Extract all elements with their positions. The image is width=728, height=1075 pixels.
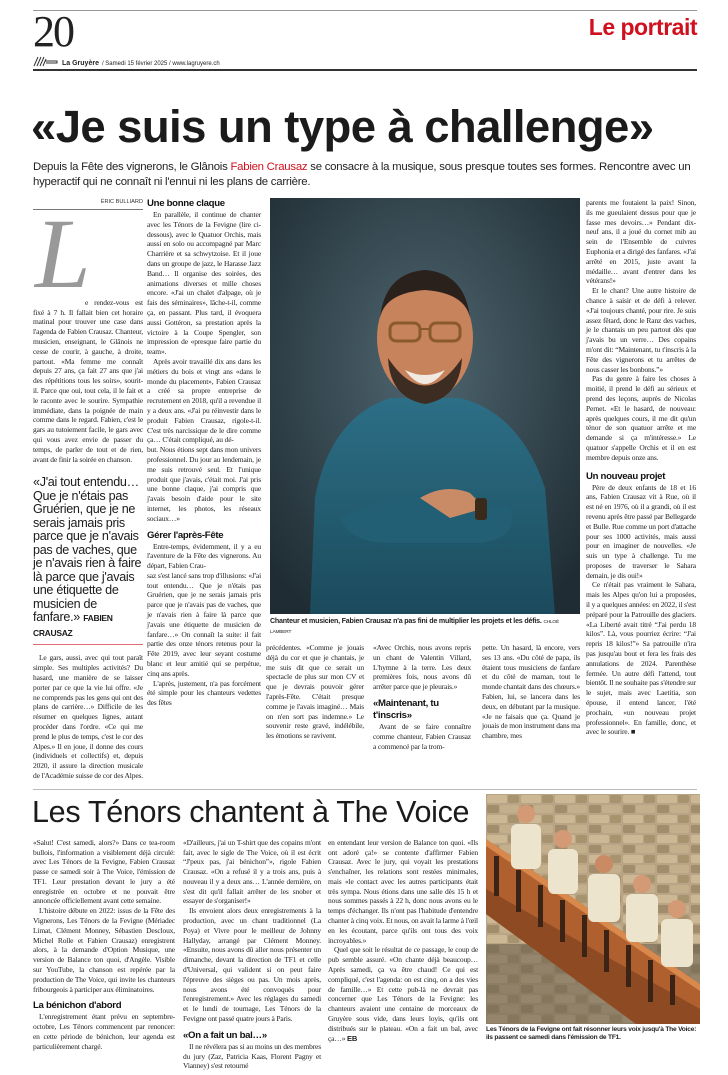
paragraph: Entre-temps, évidemment, il y a eu l'aventure de la Fête des vignerons. Au départ, Fabien Crau- bbox=[147, 541, 261, 571]
quote-line: étiquette de musicien bbox=[33, 583, 119, 611]
subhead: La bénichon d'abord bbox=[33, 1000, 122, 1012]
subhead: Gérer l'après-Fête bbox=[147, 529, 224, 541]
sidebar-title: Les Ténors chantent à The Voice bbox=[32, 794, 470, 829]
signature: EB bbox=[347, 1033, 358, 1043]
paragraph: «Avec Orchis, nous avons repris un chant de Valentin Villard, L'hymne à la terre. Les deux premières fois, nous avons dû arrêter parce que je pleurais.» bbox=[373, 643, 471, 692]
headline: «Je suis un type à challenge» bbox=[31, 101, 654, 152]
under-photo-column-a bbox=[266, 643, 364, 751]
paragraph: Après avoir travaillé dix ans dans les métiers du bois et vingt ans «dans le monde du placement», Fabien Crausaz a créé sa propre entreprise de recrutement en 2018, qu'il a revendue il y a deux ans. «J'ai pu réinvestir dans le produit Fabien Crausaz, rigole-t-il. C'est très narcissique de le dire comme ça… C'était compliqué, au dé- bbox=[147, 356, 261, 445]
paragraph: Pas du genre à faire les choses à moitié, il prend le défi au sérieux et prend des leçons, auprès de Nicolas Pernet. «Et le hasard, de nouveau: après quelques cours, il me dit qu'un ténor de son quatuor arrête et me demande si ça m'intéresse.» Le quatuor s'appelle Orchis et il en est membre depuis onze ans. bbox=[586, 374, 696, 462]
section-rubric: Le portrait bbox=[588, 14, 697, 40]
paragraph: Ils envoient alors deux enregistrements à la production, avec un chant traditionnel (La Poya) et Vivre pour le meilleur de Johnny Hallyday, arrangé par Clément Monney. «Ensuite, nous avons dû aller nous présenter un dimanche, devant la direction de TF1 et celle d'Universal, qui valident si on peut faire l'épreuve des sièges ou pas. Un mois après, nous avons été convoqués pour l'enregistrement.» Avec les réglages du samedi et le lundi de tournage, Les Ténors de la Fevigne ont passé quatre jours à Paris. bbox=[183, 906, 321, 1024]
paragraph: e rendez-vous est fixé à 7 h. Il fallait bien cet horaire matinal pour trouver une case dans l'agenda de Fabien Crausaz. Chanteur, musicien, enseignant, le Glânois ne cesse de courir, à gauche, à droite, partout. «Ma femme me connaît depuis 27 ans, ça fait 27 ans que j'ai des répétitions tous les soirs», sourit-il. Parce que oui, tout cela, il le fait et le raconte avec le sourire. Sympathie immédiate, dans la poignée de main comme dans le regard. Fabien, c'est le gars au tutoiement facile, le gars avec qui vous avez envie de passer du temps, de parler de tout et de rien, avant de finir la soirée en chanson. bbox=[33, 297, 143, 464]
main-article-body bbox=[0, 198, 728, 781]
paragraph: pette. Un hasard, là encore, vers ses 13 ans. «Du côté de papa, ils étaient tous musiciens de fanfare et du côté de maman, tout le monde chantait dans des chœurs.» Fabien, lui, se lancera dans les deux, en débutant par la musique. «Je ne faisais que ça. Quand je jouais de mon instrument dans ma chambre, mes bbox=[482, 643, 580, 741]
paper-name: La Gruyère bbox=[62, 60, 99, 67]
quote-line-text: de fanfare.» bbox=[33, 596, 97, 625]
newspaper-logo-icon bbox=[33, 56, 59, 67]
paragraph: Le gars, aussi, avec qui tout paraît simple. Ses multiples activités? Du hasard, une manière de se laisser porter par ce que la vie lui offre. «Je ne comprends pas les gens qui ont des plans de carrière…» Difficile de les résumer en quelques lignes, autant procéder dans l'ordre. «Ce qui me prend le plus de temps, c'est le cor des Alpes.» Il en joue, il donne des cours (individuels et collectifs) et, depuis 2020, il assure la direction musicale de l'Académie suisse de cor des Alpes. bbox=[33, 653, 143, 780]
deck-text: se consacre à la musique, sous presque toutes ses formes. Rencontre avec un hyperactif qui ne connaît ni l'ennui ni les plans de carrière. bbox=[33, 161, 691, 188]
paragraph: saz s'est lancé sans trop d'illusions: «J'ai tout entendu… Que je n'étais pas Gruérien, que je ne serais jamais pris parce que je n'avais pas de vaches, que je n'avais rien à faire là parce que j'avais une étiquette de musicien de fanfare…» On connaît la suite: il fait partie des onze ténors retenus pour la Fête 2019, avec leur seyant costume blanc et leur amitié qui se perpétue, cinq ans après. bbox=[147, 570, 261, 678]
column-1 bbox=[33, 198, 143, 781]
under-photo-column-c bbox=[482, 643, 580, 751]
column-2 bbox=[147, 198, 261, 708]
tenors-photo-block bbox=[486, 794, 700, 1043]
photo-credit: CHLOÉ LAMBERT bbox=[270, 620, 559, 635]
quote-line: je n'avais pas de vaches, bbox=[33, 529, 139, 557]
sidebar-column-3 bbox=[328, 838, 478, 1044]
pull-quote bbox=[33, 476, 143, 640]
paragraph: L'enregistrement étant prévu en septembre-octobre, Les Ténors commencent par renoncer: en cette période de bénichon, leur agenda est particulièrement chargé. bbox=[33, 1012, 175, 1051]
paragraph: L'histoire débute en 2022: issus de la Fête des Vignerons, Les Ténors de la Fevigne (Mériadec Limat, Clément Monney, Sébastien Descloux, Michel Rolle et Fabien Crausaz) enregistrent alors, à la demande d'Option Musique, une version de Balance ton quoi, d'Angèle. Visible sur YouTube, la chanson est repérée par la production de The Voice, qui invite les chanteurs fribourgeois à participer aux éliminatoires. bbox=[33, 906, 175, 994]
dateline: / Samedi 15 février 2025 / www.lagruyere.ch bbox=[101, 61, 220, 67]
quote-line: jamais pris parce que bbox=[33, 515, 125, 544]
deck-text: Depuis la Fête des vignerons, le Glânois bbox=[33, 161, 231, 173]
page-header bbox=[0, 0, 728, 198]
paragraph: Avant de se faire connaître comme chanteur, Fabien Crausaz a commencé par la trom- bbox=[373, 721, 471, 751]
portrait-photo bbox=[270, 198, 580, 614]
paragraph: précédentes. «Comme je jouais déjà du cor et que je chantais, je me suis dit que ce serait un spectacle de plus sur mon CV et que je devrais pouvoir gérer l'après-Fête. C'était presque comme je l'avais imaginé… Mais on n'en sort pas indemne.» Le souvenir reste gravé, indélébile, les émotions se ravivent. bbox=[266, 643, 364, 741]
subhead: «On a fait un bal…» bbox=[183, 1029, 267, 1041]
quote-line: Que je n'étais pas bbox=[33, 488, 129, 503]
top-rule bbox=[33, 10, 697, 11]
tenors-photo-caption: Les Ténors de la Fevigne ont fait résonner leurs voix jusqu'à The Voice: ils passent ce samedi dans l'émission de TF1. bbox=[486, 1025, 697, 1042]
quote-rule bbox=[33, 644, 143, 645]
header-rule bbox=[33, 69, 697, 71]
sidebar-article bbox=[0, 789, 728, 1075]
paragraph: «Salut! C'est samedi, alors?» Dans ce tea-room bullois, l'information a visiblement déjà circulé: avec Les Ténors de la Fevigne, Fabien Crausaz passe ce samedi soir à The Voice, l'émission de TF1. Leur prestation devant le jury a été enregistrée en octobre et ne pouvait être annoncée officiellement avant cette semaine. bbox=[33, 837, 175, 906]
article-deck bbox=[33, 160, 698, 189]
paragraph: «D'ailleurs, j'ai un T-shirt que des copains m'ont fait, avec le sigle de The Voice, où il est écrit “J'peux pas, j'ai bénichon”», rigole Fabien Crausaz. «On a refusé il y a trois ans, puis à nouveau il y a deux ans… L'année dernière, on s'est dit qu'il fallait arrêter de les snober et essayer de s'organiser!» bbox=[183, 837, 321, 906]
paragraph: Et le chant? Une autre histoire de chance à saisir et de défi à relever. «J'ai toujours chanté, pour rire. Je suis assez fêtard, donc le Ranz des vaches, je le chantais un peu partout dès que j'avais bu un verre… Des copains m'ont dit: “Maintenant, tu t'inscris à la Fête des vignerons et tu arrêtes de nous casser les bonbons.”» bbox=[586, 286, 696, 374]
under-photo-column-b bbox=[373, 643, 471, 751]
paragraph: En parallèle, il continue de chanter avec les Ténors de la Fevigne (lire ci-dessous), avec le Quatuor Orchis, mais aussi en solo ou accompagné par Marc Charrière et sa schwytzoise. Et il joue dans un groupe de jazz, le Harasse Jazz Band… Il organise des soirées, des animations diverses et mille choses encore. «J'ai un chalet d'alpage, où je fais des séminaires», lâche-t-il, comme ça, en passant. Plus tard, il évoquera aussi Gottéron, sa prestation après la victoire à la Coupe Spengler, son impression de «presque faire partie du team». bbox=[147, 210, 261, 357]
paragraph: Père de deux enfants de 18 et 16 ans, Fabien Crausaz vit à Rue, où il est né en 1976, où il a grandi, où il est revenu après être passé par Bellegarde et Bulle. Rue comme un port d'attache pour ses 1000 activités, mais aussi pour en imaginer de nouvelles. «Je suis un type à challenge. Tu me proposes de traverser le Sahara demain, je dis oui!» bbox=[586, 482, 696, 580]
sidebar-column-2 bbox=[183, 838, 321, 1072]
masthead bbox=[33, 56, 220, 67]
quote-line: Gruérien, que je ne serais bbox=[33, 502, 136, 530]
subhead: «Maintenant, tu t'inscris» bbox=[373, 697, 439, 721]
byline: ÉRIC BULLIARD bbox=[33, 198, 143, 210]
deck-highlight-name: Fabien Crausaz bbox=[230, 161, 308, 173]
paragraph bbox=[328, 945, 478, 1043]
right-column bbox=[586, 198, 696, 737]
paragraph: but. Nous étions sept dans mon univers professionnel. Du jour au lendemain, je me suis retrouvé seul. Et l'unique produit que j'avais, c'était moi. J'ai pris une bonne claque, j'ai compris que j'avais besoin d'aide pour le site internet, les photos, les réseaux sociaux…» bbox=[147, 445, 261, 523]
paragraph: parents me foutaient la paix! Sinon, ils me gueulaient dessus pour que je fasse mes devoirs…» Pendant dix-neuf ans, il a joué du cornet mib au sein de l'Ensemble de cuivres Euphonia et a dirigé des fanfares. «J'ai arrêté en 2015, juste avant la médaille… avant d'entrer dans les vétérans!» bbox=[586, 198, 696, 286]
quote-line: «J'ai tout entendu… bbox=[33, 475, 139, 490]
subhead: Une bonne claque bbox=[147, 198, 225, 209]
subhead: Un nouveau projet bbox=[586, 470, 666, 482]
paragraph: Ce n'était pas vraiment le Sahara, mais les Alpes qu'on lui a proposées, il y a quelques années: en 2022, il s'est préparé pour la Patrouille des glaciers. «La Liberté avait titré “J'ai perdu 18 kilos”. Là, vous pourriez écrire: “J'ai repris 18 kilos!”» Sa patrouille n'ira pas jusqu'au bout et fera les frais des annulations de 2024. Parenthèse fermée. Un autre défi l'attend, tout bientôt. Il ne souhaite pas s'étendre sur le sujet, mais avec Laetitia, son épouse, il entend lancer, l'été prochain, «un nouveau projet professionnel». En famille, donc, et avec le sourire. ■ bbox=[586, 580, 696, 737]
sidebar-column-1 bbox=[33, 838, 175, 1052]
quote-line: que je n'avais rien à faire bbox=[33, 542, 142, 571]
photo-caption bbox=[270, 617, 580, 637]
sidebar-body bbox=[0, 838, 728, 1072]
paragraph: Il ne révélera pas si au moins un des membres du jury (Zaz, Patricia Kaas, Florent Pagny et Vianney) s'est retourné bbox=[183, 1041, 321, 1071]
tenors-photo bbox=[486, 794, 700, 1024]
paragraph: en entendant leur version de Balance ton quoi. «Ils ont adoré ça!» se contente d'affirmer Fabien Crausaz. Avec le jury, qui voyait les prestations s'enchaîner, les relations sont restées minimales, mais «le contact avec les autres participants était très sympa. Nous étions dans une salle dès 15 h et nous sommes passés à 22 h, donc nous avons eu le temps d'échanger. Ils n'ont pas l'habitude d'entendre chanter à cinq voix. Et nous, on avait la larme à l'œil en les écoutant, parce qu'ils ont tous des voix incroyables.» bbox=[328, 837, 478, 945]
dropcap: L bbox=[35, 197, 91, 309]
section-rule bbox=[33, 789, 697, 790]
paragraph: L'après, justement, n'a pas forcément été simple pour les chanteurs vedettes des fêtes bbox=[147, 678, 261, 708]
quote-attribution: FABIEN CRAUSAZ bbox=[33, 613, 113, 638]
page-number: 20 bbox=[33, 7, 73, 56]
photo-and-columns bbox=[266, 198, 580, 751]
quote-line: là parce que j'avais une bbox=[33, 569, 135, 598]
under-photo-columns bbox=[266, 643, 580, 751]
paragraph-text: Quel que soit le résultat de ce passage, le coup de pub semble assuré. «On chante déjà beaucoup… Après samedi, ça va être chaud! Ce qui est compliqué, c'est l'agenda: on est cinq, on a des vies de famille…» Et cette pub-là ne devrait pas concerner que Les Ténors de la Fevigne: les chanteurs avaient une centaine de morceaux de Gruyère sous vide, dans leurs loyis, qu'ils ont distribués sur le plateau. «On a fait un bal, avec ça…» bbox=[328, 945, 478, 1043]
caption-text: Chanteur et musicien, Fabien Crausaz n'a pas fini de multiplier les projets et les défis. bbox=[270, 617, 542, 625]
